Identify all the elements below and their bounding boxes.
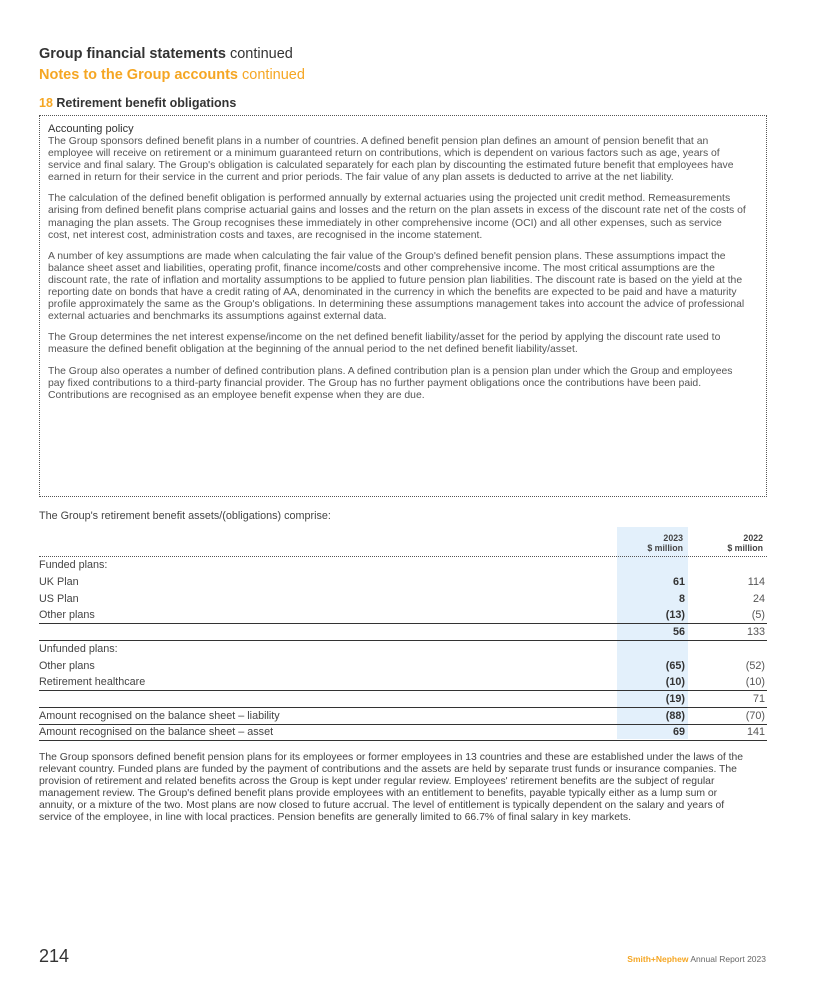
- policy-paragraph: The calculation of the defined benefit obligation is performed annually by external actuaries using the projected unit credit method. Remeasurements arising from defined benefit plans comprise actuarial gains and losses and the return on the plan assets in excess of the discount rate net of the costs of managing the plan assets. The Group recognises these immediately in other comprehensive income (OCI) and all other expenses, such as service cost, net interest cost, administration costs and taxes, are recognised in the income statement.: [48, 193, 746, 241]
- column-header-2022: [727, 533, 763, 553]
- summary-paragraph: The Group sponsors defined benefit pension plans for its employees or former employees in 13 countries and these are established under the laws of the relevant country. Funded plans are funded by the payment of contributions and the assets are held by separate trust funds or insurance companies. The provision of retirement and related benefits across the Group is kept under regular review. Employees' retirement benefits are the subject of regular management review. The Group's defined benefit plans provide employees with an entitlement to benefits, payable typically either as a lump sum or annuity, or a mixture of the two. Most plans are now closed to future accrual. The level of entitlement is typically dependent on the salary and years of service of the employee, in line with local practices. Pension benefits are generally limited to 66.7% of final salary in key markets.: [39, 752, 744, 824]
- brand-name: Smith+Nephew: [627, 954, 689, 964]
- value-2023: (19): [665, 693, 685, 705]
- value-2022: (5): [751, 609, 765, 621]
- column-unit-2023: $ million: [647, 543, 683, 553]
- table-row: [39, 724, 767, 740]
- policy-title: Accounting policy: [48, 123, 134, 135]
- value-2023: (13): [665, 609, 685, 621]
- row-label: Retirement healthcare: [39, 676, 146, 688]
- note-number: 18: [39, 96, 53, 110]
- report-name: Annual Report 2023: [690, 954, 766, 964]
- subsection-title: Notes to the Group accounts: [39, 67, 238, 83]
- table-row: [39, 624, 767, 640]
- value-2022: 71: [752, 693, 765, 705]
- section-title: Group financial statements: [39, 46, 226, 62]
- table-intro: The Group's retirement benefit assets/(obligations) comprise:: [39, 510, 331, 522]
- value-2022: (10): [745, 676, 765, 688]
- row-label: US Plan: [39, 593, 79, 605]
- row-label: Other plans: [39, 660, 95, 672]
- value-2022: (70): [745, 710, 765, 722]
- table-row: [39, 641, 767, 657]
- note-title: Retirement benefit obligations: [56, 96, 237, 110]
- accounting-policy-box: [39, 115, 767, 497]
- table-row: [39, 674, 767, 690]
- row-label: Amount recognised on the balance sheet – asset: [39, 726, 274, 738]
- table-row: [39, 607, 767, 623]
- row-label: Funded plans:: [39, 559, 108, 571]
- value-2023: 61: [672, 576, 685, 588]
- bottom-rule: [39, 740, 767, 741]
- value-2022: (52): [745, 660, 765, 672]
- table-row: [39, 591, 767, 607]
- value-2022: 141: [746, 726, 765, 738]
- value-2023: 8: [678, 593, 685, 605]
- value-2023: (65): [665, 660, 685, 672]
- column-year-2023: 2023: [663, 533, 683, 543]
- column-year-2022: 2022: [743, 533, 763, 543]
- table-row: [39, 557, 767, 573]
- column-header-2023: [647, 533, 683, 553]
- section-continued: continued: [229, 46, 293, 62]
- row-label: Unfunded plans:: [39, 643, 118, 655]
- page-number: 214: [39, 946, 70, 966]
- subsection-continued: continued: [242, 67, 305, 83]
- value-2022: 114: [747, 576, 765, 588]
- footer-brand: [627, 954, 766, 964]
- policy-paragraph: The Group sponsors defined benefit plans in a number of countries. A defined benefit pension plan defines an amount of pension benefit that an employee will receive on retirement or a minimum guaranteed return on contributions, which is dependent on various factors such as age, years of service and final salary. The Group's obligation is calculated separately for each plan by discounting the estimated future benefit that employees have earned in return for their service in the current and prior periods. The fair value of any plan assets is deducted to arrive at the net liability.: [48, 136, 734, 184]
- row-label: Other plans: [39, 609, 95, 621]
- value-2022: 133: [746, 626, 765, 638]
- subsection-header: [39, 67, 305, 83]
- row-label: Amount recognised on the balance sheet – liability: [39, 710, 280, 722]
- value-2023: (88): [665, 710, 685, 722]
- value-2023: 69: [672, 726, 685, 738]
- value-2023: (10): [665, 676, 685, 688]
- table-row: [39, 691, 767, 707]
- column-unit-2022: $ million: [727, 543, 763, 553]
- section-header: [39, 46, 293, 62]
- table-row: [39, 574, 767, 590]
- policy-paragraph: The Group determines the net interest expense/income on the net defined benefit liability/asset for the period by applying the discount rate used to measure the defined benefit obligation at the beginning of the annual period to the net defined benefit liability/asset.: [48, 332, 721, 356]
- policy-paragraph: A number of key assumptions are made when calculating the fair value of the Group's defined benefit pension plans. These assumptions impact the balance sheet asset and liabilities, operating profit, finance income/costs and other comprehensive income. The most critical assumptions are the discount rate, the rate of inflation and mortality assumptions to be applied to future pension plan liabilities. The discount rate is based on the yield at the reporting date on bonds that have a credit rating of AA, denominated in the currency in which the benefits are expected to be paid and have a maturity profile approximately the same as the Group's obligations. In determining these assumptions management takes into account the advice of professional external actuaries and benchmarks its assumptions against external data.: [48, 250, 745, 323]
- value-2022: 24: [752, 593, 765, 605]
- row-label: UK Plan: [39, 576, 79, 588]
- table-row: [39, 708, 767, 724]
- policy-paragraph: The Group also operates a number of defined contribution plans. A defined contribution plan is a pension plan under which the Group and employees pay fixed contributions to a third-party financial provider. The Group has no further payment obligations once the contributions have been paid. Contributions are recognised as an employee benefit expense when they are due.: [48, 365, 733, 401]
- note-heading: [39, 96, 236, 110]
- table-row: [39, 658, 767, 674]
- value-2023: 56: [672, 626, 685, 638]
